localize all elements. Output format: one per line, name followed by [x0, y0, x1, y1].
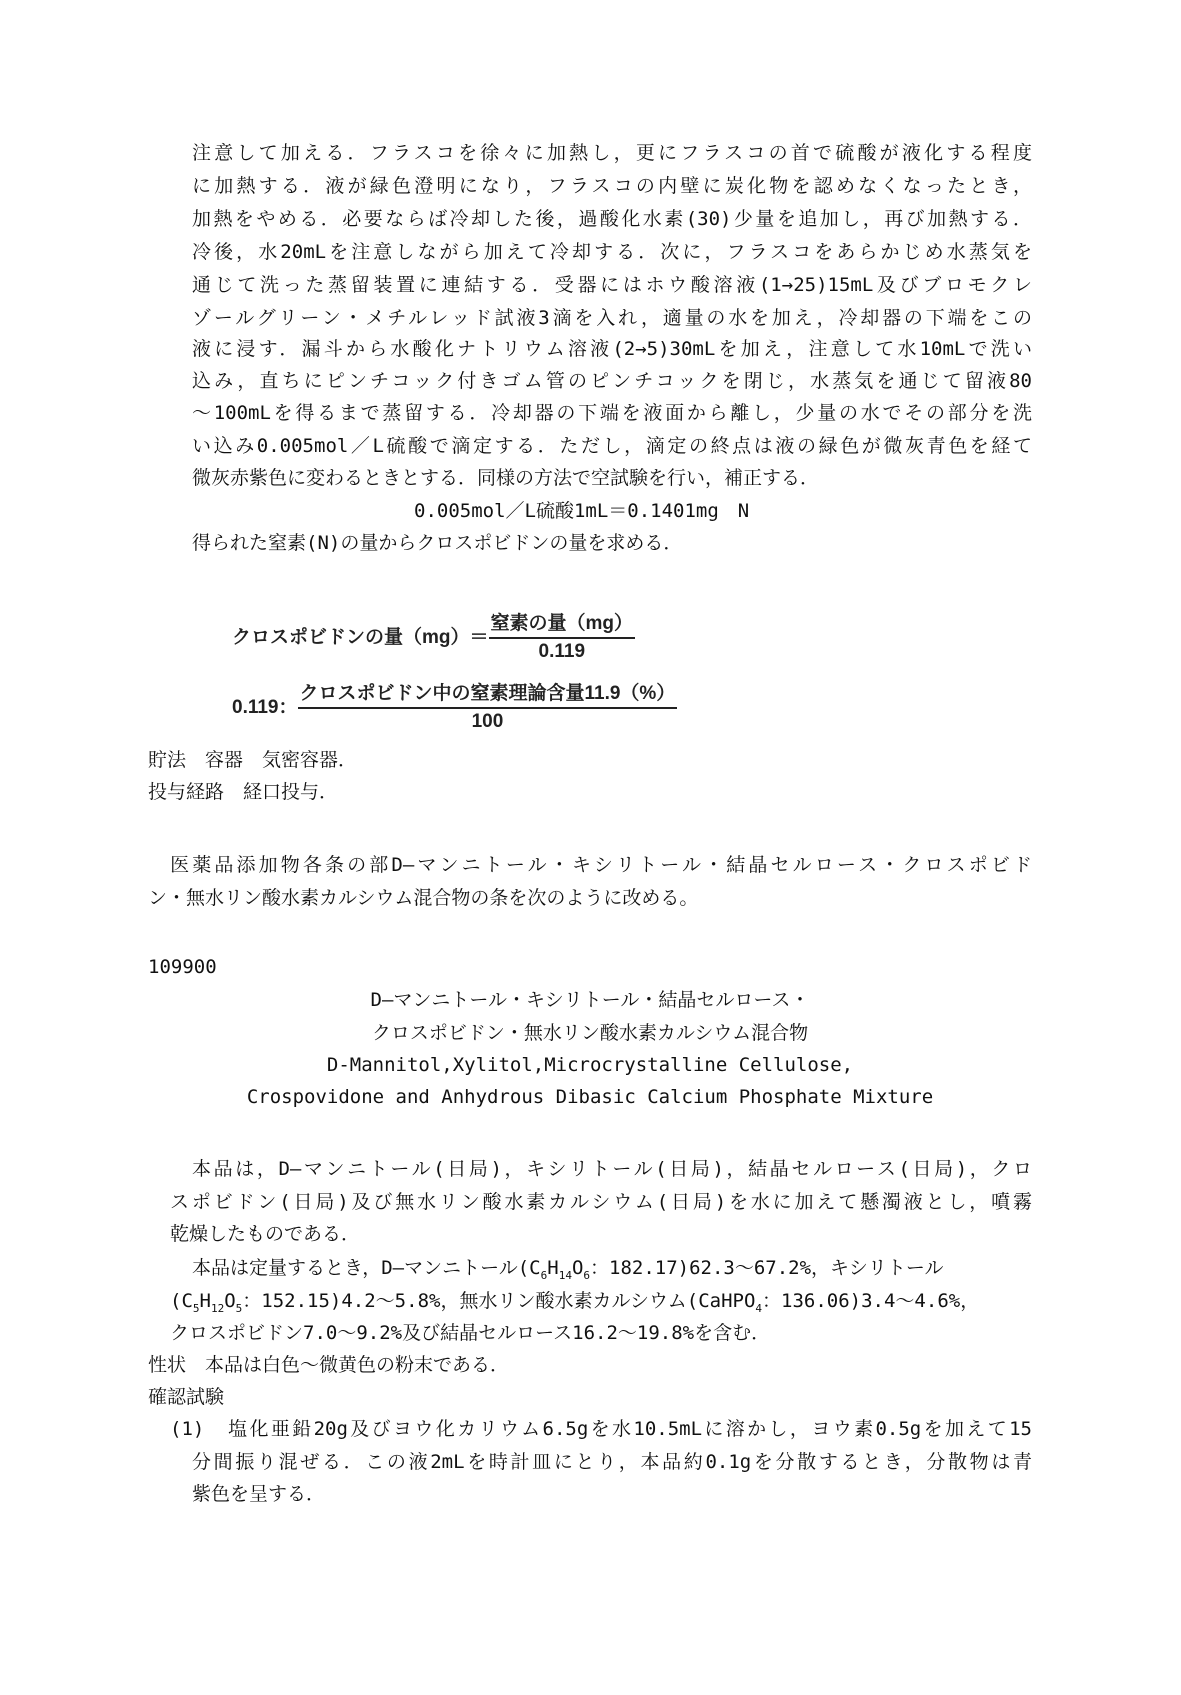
properties-line: 性状 本品は白色～微黄色の粉末である． [148, 1354, 510, 1376]
description-text: 乾燥したものである． [170, 1223, 361, 1245]
identification-text: (1) 塩化亜鉛20g及びヨウ化カリウム6.5gを水10.5mLに溶かし，ヨウ素0.5gを加えて15 [170, 1418, 1032, 1440]
subscript: 6 [540, 1268, 548, 1282]
text-line: に加熱する．液が緑色澄明になり，フラスコの内壁に炭化物を認めなくなったとき， [192, 175, 1032, 197]
formula-fraction [489, 608, 636, 663]
text-line: 込み，直ちにピンチコック付きゴム管のピンチコックを閉じ，水蒸気を通じて留液80 [192, 370, 1032, 392]
identification-heading: 確認試験 [148, 1386, 225, 1408]
formula-ratio [232, 678, 677, 733]
text: O [571, 1257, 584, 1279]
amendment-text: ン・無水リン酸水素カルシウム混合物の条を次のように改める。 [148, 887, 699, 909]
text-line: い込み0.005mol／L硫酸で滴定する．ただし，滴定の終点は液の緑色が微灰青色を経て [192, 435, 1032, 457]
content-line: クロスポビドン7.0～9.2%及び結晶セルロース16.2～19.8%を含む． [170, 1322, 771, 1344]
text-line: ～100mLを得るまで蒸留する．冷却器の下端を液面から離し，少量の水でその部分を洗 [192, 402, 1032, 424]
subscript: 12 [210, 1301, 225, 1315]
route-line: 投与経路 経口投与． [148, 781, 339, 803]
subscript: 14 [558, 1268, 572, 1282]
text-line: 通じて洗った蒸留装置に連結する．受器にはホウ酸溶液(1→25)15mL及びブロモクレ [192, 274, 1032, 296]
description-text: スポビドン(日局)及び無水リン酸水素カルシウム(日局)を水に加えて懸濁液とし，噴霧 [170, 1191, 1032, 1213]
text: ：136.06)3.4～4.6%， [762, 1290, 980, 1312]
text-line: 注意して加える．フラスコを徐々に加熱し，更にフラスコの首で硫酸が液化する程度 [192, 142, 1032, 164]
subscript: 6 [583, 1268, 591, 1282]
content-line [170, 1289, 979, 1313]
equivalence-line: 0.005mol／L硫酸1mL＝0.1401mg N [414, 500, 750, 522]
storage-line: 貯法 容器 気密容器． [148, 749, 358, 771]
title-ja: クロスポビドン・無水リン酸水素カルシウム混合物 [371, 1022, 809, 1044]
identification-text: 分間振り混ぜる．この液2mLを時計皿にとり，本品約0.1gを分散するとき，分散物は青 [192, 1451, 1032, 1473]
denominator: 100 [471, 711, 504, 732]
text: ：152.15)4.2～5.8%，無水リン酸水素カルシウム(CaHPO [242, 1290, 756, 1312]
subscript: 5 [235, 1301, 243, 1315]
formula-fraction [298, 678, 678, 733]
identification-text: 紫色を呈する． [192, 1483, 326, 1505]
amendment-text: 医薬品添加物各条の部D―マンニトール・キシリトール・結晶セルロース・クロスポビド [148, 854, 1032, 876]
formula-lhs: 0.119： [232, 697, 298, 718]
title-en: D-Mannitol,Xylitol,Microcrystalline Cellulose, [326, 1054, 854, 1076]
text: H [547, 1257, 559, 1279]
text-line: 冷後，水20mLを注意しながら加えて冷却する．次に，フラスコをあらかじめ水蒸気を [192, 241, 1032, 263]
text-line: 加熱をやめる．必要ならば冷却した後，過酸化水素(30)少量を追加し，再び加熱する． [192, 208, 1032, 230]
subscript: 4 [755, 1301, 763, 1315]
formula-crospovidone-amount [232, 608, 635, 663]
text: 本品は定量するとき，D―マンニトール(C [192, 1257, 541, 1279]
description-text: 本品は，D―マンニトール(日局)，キシリトール(日局)，結晶セルロース(日局)，クロ [192, 1158, 1032, 1180]
monograph-code: 109900 [148, 956, 217, 978]
text-line: ゾールグリーン・メチルレッド試液3滴を入れ，適量の水を加え，冷却器の下端をこの [192, 307, 1032, 329]
title-en: Crospovidone and Anhydrous Dibasic Calcium Phosphate Mixture [246, 1086, 934, 1108]
formula-lhs: クロスポビドンの量（mg）＝ [232, 627, 489, 648]
title-ja: D―マンニトール・キシリトール・結晶セルロース・ [370, 989, 810, 1011]
numerator: 窒素の量（mg） [489, 608, 636, 639]
text: O [224, 1290, 236, 1312]
denominator: 0.119 [538, 641, 586, 662]
subscript: 5 [192, 1301, 200, 1315]
text-line: 液に浸す．漏斗から水酸化ナトリウム溶液(2→5)30mLを加え，注意して水10mLで洗い [192, 338, 1032, 360]
text: (C [170, 1290, 193, 1312]
text-line: 得られた窒素(N)の量からクロスポビドンの量を求める． [192, 532, 683, 554]
content-line [192, 1256, 944, 1280]
text: H [199, 1290, 211, 1312]
numerator: クロスポビドン中の窒素理論含量11.9（%） [298, 678, 678, 709]
text-line: 微灰赤紫色に変わるときとする．同様の方法で空試験を行い，補正する． [192, 467, 820, 489]
text: ：182.17)62.3～67.2%，キシリトール [590, 1257, 944, 1279]
